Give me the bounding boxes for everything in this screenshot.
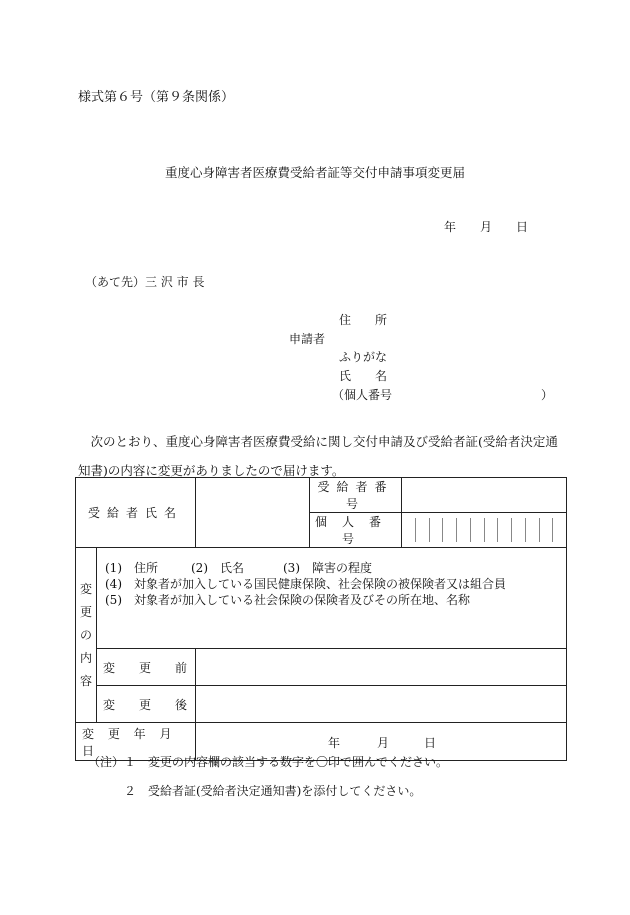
change-contents-label: 変 更 の 内 容: [76, 548, 97, 723]
before-change-field[interactable]: [196, 649, 567, 686]
personal-number-table-label: 個人番号: [310, 513, 402, 548]
digit-box[interactable]: [429, 518, 443, 542]
date-day-label: 日: [516, 220, 529, 234]
digit-box[interactable]: [525, 518, 539, 542]
recipient-name-field[interactable]: [196, 478, 310, 548]
item-address[interactable]: (1) 住所: [105, 561, 158, 575]
recipient-name-label: 受給者氏名: [76, 478, 196, 548]
digit-box[interactable]: [484, 518, 498, 542]
change-form-table: [75, 477, 567, 761]
change-items-list: [97, 548, 567, 649]
digit-box[interactable]: [470, 518, 484, 542]
item-name[interactable]: (2) 氏名: [191, 561, 244, 575]
digit-box[interactable]: [497, 518, 511, 542]
before-change-label: 変 更 前: [97, 649, 196, 686]
note-1: １ 変更の内容欄の該当する数字を〇印で囲んでください。: [124, 755, 449, 769]
recipient-number-field[interactable]: [402, 478, 567, 513]
change-date-year: 年: [328, 735, 341, 750]
date-month-label: 月: [480, 220, 493, 234]
change-date-label: 変 更 年 月 日: [76, 723, 196, 761]
document-title: 重度心身障害者医療費受給者証等交付申請事項変更届: [164, 165, 465, 180]
applicant-label: 申請者: [289, 332, 326, 346]
recipient-number-label: 受給者番号: [310, 478, 402, 513]
digit-box[interactable]: [402, 518, 415, 542]
item-social-insurance[interactable]: (5) 対象者が加入している社会保険の保険者及びその所在地、名称: [105, 593, 471, 607]
digit-box[interactable]: [552, 518, 566, 542]
change-date-month: 月: [377, 735, 390, 750]
item-national-insurance[interactable]: (4) 対象者が加入している国民健康保険、社会保険の被保険者又は組合員: [105, 577, 507, 591]
digit-box[interactable]: [442, 518, 456, 542]
address-label: 住 所: [339, 313, 388, 327]
digit-box[interactable]: [539, 518, 553, 542]
note-2: ２ 受給者証(受給者決定通知書)を添付してください。: [124, 784, 422, 798]
item-disability-level[interactable]: (3) 障害の程度: [283, 561, 372, 575]
form-number: 様式第６号（第９条関係）: [78, 90, 235, 105]
digit-box[interactable]: [456, 518, 470, 542]
after-change-field[interactable]: [196, 686, 567, 723]
notes-label: （注）: [88, 755, 125, 769]
furigana-label: ふりがな: [339, 350, 388, 364]
personal-number-boxes[interactable]: [402, 513, 567, 548]
change-date-day: 日: [424, 735, 437, 750]
digit-box[interactable]: [415, 518, 429, 542]
change-items-row1: [105, 560, 566, 576]
intro-text: 次のとおり、重度心身障害者医療費受給に関し交付申請及び受給者証(受給者決定通知書)の内容に変更がありましたので届けます。: [78, 434, 558, 478]
after-change-label: 変 更 後: [97, 686, 196, 723]
name-label: 氏 名: [339, 369, 388, 383]
date-year-label: 年: [444, 220, 457, 234]
personal-number-label: （個人番号: [332, 388, 393, 402]
addressee: （あて先）三 沢 市 長: [85, 275, 205, 289]
personal-number-close: ）: [541, 388, 554, 402]
digit-box[interactable]: [511, 518, 525, 542]
